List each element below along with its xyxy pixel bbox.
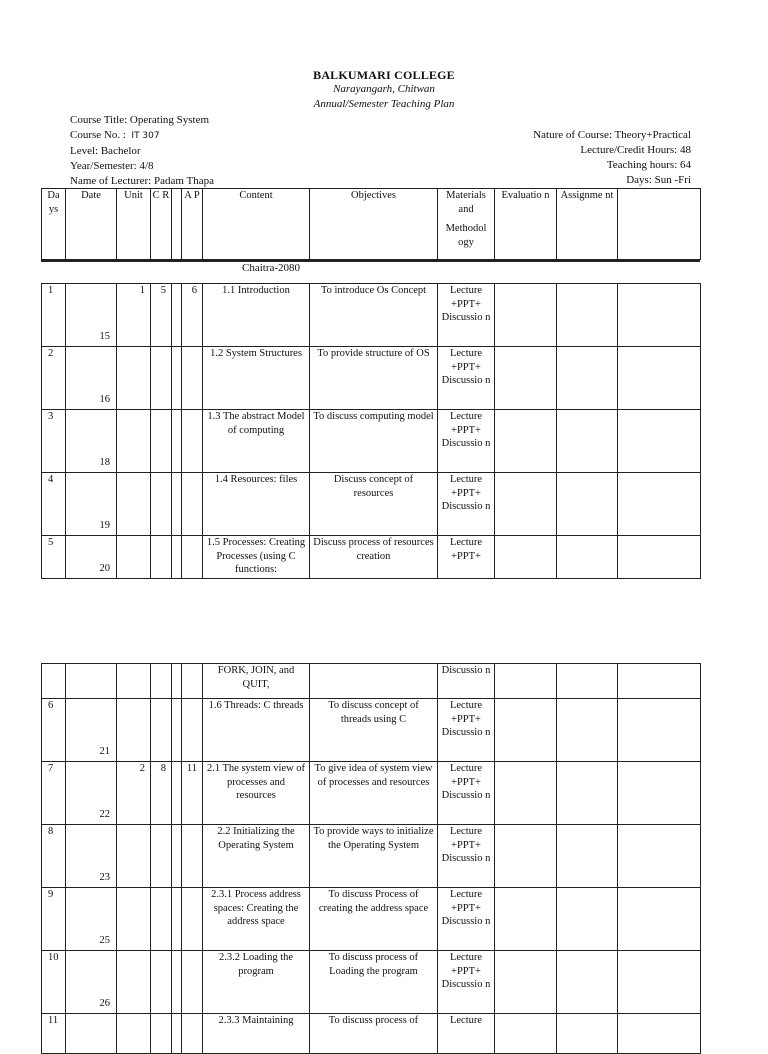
content-cell: FORK, JOIN, and QUIT, [203,664,310,699]
table-row [42,825,701,888]
course-title: Course Title: Operating System [70,114,210,126]
unit-cell [117,410,151,473]
ap-cell [182,951,203,1014]
date-value: 20 [99,562,110,574]
day-cell: 8 [42,825,66,888]
material-cell: Lecture [438,1014,495,1054]
date-cell [66,664,117,699]
objective-cell: To provide structure of OS [310,347,438,410]
objective-cell [310,664,438,699]
evaluation-cell [495,762,557,825]
col-materials: Materials and Methodol ogy [438,189,495,260]
col-ap: A P [182,189,203,260]
course-nature: Nature of Course: Theory+Practical [533,129,691,141]
assignment-cell [557,1014,618,1054]
date-cell [66,699,117,762]
evaluation-cell [495,410,557,473]
blank-cell [172,410,182,473]
col-extra [618,189,701,260]
extra-cell [618,347,701,410]
unit-cell [117,951,151,1014]
unit-cell [117,664,151,699]
content-cell: 2.3.1 Process address spaces: Creating the address space [203,888,310,951]
ap-cell: 6 [182,284,203,347]
evaluation-cell [495,951,557,1014]
ap-cell [182,347,203,410]
day-cell: 11 [42,1014,66,1054]
course-level: Level: Bachelor [70,145,141,157]
date-value: 16 [99,393,110,405]
ap-cell: 11 [182,762,203,825]
col-objectives: Objectives [310,189,438,260]
assignment-cell [557,825,618,888]
course-info [70,113,370,189]
unit-cell [117,825,151,888]
col-content: Content [203,189,310,260]
content-cell: 1.3 The abstract Model of computing [203,410,310,473]
cr-cell: 5 [151,284,172,347]
extra-cell [618,473,701,536]
unit-cell [117,536,151,579]
date-cell [66,410,117,473]
college-name: BALKUMARI COLLEGE [313,68,455,82]
cr-cell [151,664,172,699]
objective-cell: To discuss process of Loading the program [310,951,438,1014]
blank-cell [172,762,182,825]
table-row [42,347,701,410]
objective-cell: To discuss Process of creating the address space [310,888,438,951]
ap-cell [182,825,203,888]
day-cell: 4 [42,473,66,536]
extra-cell [618,762,701,825]
plan-table-page2 [41,663,701,1054]
evaluation-cell [495,699,557,762]
day-cell: 2 [42,347,66,410]
material-cell: Lecture +PPT+ Discussio n [438,951,495,1014]
material-cell: Lecture +PPT+ Discussio n [438,284,495,347]
objective-cell: To give idea of system view of processes and resources [310,762,438,825]
extra-cell [618,284,701,347]
table-row [42,410,701,473]
col-cr: C R [151,189,172,260]
blank-cell [172,825,182,888]
cr-cell [151,1014,172,1054]
content-cell: 2.2 Initializing the Operating System [203,825,310,888]
day-cell [42,664,66,699]
extra-cell [618,1014,701,1054]
assignment-cell [557,762,618,825]
unit-cell [117,1014,151,1054]
content-cell: 2.3.2 Loading the program [203,951,310,1014]
ap-cell [182,473,203,536]
ap-cell [182,1014,203,1054]
table-row [42,473,701,536]
cr-cell [151,888,172,951]
year-semester: Year/Semester: 4/8 [70,160,154,172]
unit-cell [117,473,151,536]
material-cell: Discussio n [438,664,495,699]
material-cell: Lecture +PPT+ Discussio n [438,347,495,410]
day-cell: 6 [42,699,66,762]
ap-cell [182,699,203,762]
date-cell [66,536,117,579]
col-assignment: Assignme nt [557,189,618,260]
date-value: 23 [99,871,110,883]
day-cell: 7 [42,762,66,825]
assignment-cell [557,536,618,579]
material-cell: Lecture +PPT+ Discussio n [438,410,495,473]
day-cell: 9 [42,888,66,951]
blank-cell [172,1014,182,1054]
extra-cell [618,410,701,473]
col-date: Date [66,189,117,260]
extra-cell [618,951,701,1014]
table-row [42,951,701,1014]
cr-cell [151,410,172,473]
blank-cell [172,347,182,410]
date-cell [66,888,117,951]
assignment-cell [557,888,618,951]
date-value: 15 [99,330,110,342]
content-cell: 1.2 System Structures [203,347,310,410]
content-cell: 1.1 Introduction [203,284,310,347]
cr-cell [151,473,172,536]
date-value: 19 [99,519,110,531]
blank-cell [172,473,182,536]
material-cell: Lecture +PPT+ Discussio n [438,825,495,888]
cr-cell [151,825,172,888]
assignment-cell [557,473,618,536]
date-cell [66,473,117,536]
content-cell: 1.5 Processes: Creating Processes (using C functions: [203,536,310,579]
lecturer-name: Name of Lecturer: Padam Thapa [70,175,214,187]
date-cell [66,1014,117,1054]
content-cell: 2.3.3 Maintaining [203,1014,310,1054]
blank-cell [172,888,182,951]
ap-cell [182,536,203,579]
material-cell: Lecture +PPT+ Discussio n [438,473,495,536]
unit-cell [117,888,151,951]
unit-cell: 2 [117,762,151,825]
assignment-cell [557,410,618,473]
date-cell [66,825,117,888]
teaching-hours: Teaching hours: 64 [606,159,691,171]
objective-cell: To discuss process of [310,1014,438,1054]
unit-cell [117,699,151,762]
course-number: Course No. : IT 307 [70,129,160,141]
blank-cell [172,536,182,579]
day-cell: 5 [42,536,66,579]
college-location: Narayangarh, Chitwan [333,83,435,95]
evaluation-cell [495,1014,557,1054]
date-value: 22 [99,808,110,820]
extra-cell [618,825,701,888]
cr-cell [151,699,172,762]
ap-cell [182,888,203,951]
date-cell [66,284,117,347]
objective-cell: Discuss process of resources creation [310,536,438,579]
content-cell: 1.6 Threads: C threads [203,699,310,762]
plan-table-page1 [41,283,701,579]
blank-cell [172,951,182,1014]
ap-cell [182,664,203,699]
material-cell: Lecture +PPT+ [438,536,495,579]
unit-cell: 1 [117,284,151,347]
blank-cell [172,284,182,347]
assignment-cell [557,284,618,347]
table-row [42,1014,701,1054]
evaluation-cell [495,473,557,536]
material-cell: Lecture +PPT+ Discussio n [438,888,495,951]
objective-cell: To discuss concept of threads using C [310,699,438,762]
evaluation-cell [495,825,557,888]
date-cell [66,951,117,1014]
course-number-value: IT 307 [131,131,160,141]
col-blank [172,189,182,260]
assignment-cell [557,347,618,410]
ap-cell [182,410,203,473]
cr-cell [151,347,172,410]
cr-cell: 8 [151,762,172,825]
cr-cell [151,536,172,579]
table-row [42,762,701,825]
teaching-days: Days: Sun -Fri [626,174,691,186]
table-row [42,536,701,579]
objective-cell: To discuss computing model [310,410,438,473]
date-value: 26 [99,997,110,1009]
table-row [42,664,701,699]
cr-cell [151,951,172,1014]
table-row [42,284,701,347]
evaluation-cell [495,888,557,951]
header-rule [41,260,700,262]
material-cell: Lecture +PPT+ Discussio n [438,699,495,762]
date-cell [66,347,117,410]
unit-cell [117,347,151,410]
blank-cell [172,699,182,762]
objective-cell: To provide ways to initialize the Operating System [310,825,438,888]
month-label: Chaitra-2080 [242,262,301,274]
evaluation-cell [495,664,557,699]
evaluation-cell [495,284,557,347]
objective-cell: Discuss concept of resources [310,473,438,536]
objective-cell: To introduce Os Concept [310,284,438,347]
assignment-cell [557,951,618,1014]
content-cell: 2.1 The system view of processes and resources [203,762,310,825]
course-details [431,128,691,188]
evaluation-cell [495,347,557,410]
credit-hours: Lecture/Credit Hours: 48 [580,144,691,156]
day-cell: 10 [42,951,66,1014]
assignment-cell [557,664,618,699]
extra-cell [618,888,701,951]
content-cell: 1.4 Resources: files [203,473,310,536]
col-unit: Unit [117,189,151,260]
day-cell: 3 [42,410,66,473]
day-cell: 1 [42,284,66,347]
col-days: Da ys [42,189,66,260]
date-value: 18 [99,456,110,468]
date-value: 25 [99,934,110,946]
date-cell [66,762,117,825]
evaluation-cell [495,536,557,579]
plan-table-header [41,188,701,260]
col-evaluation: Evaluatio n [495,189,557,260]
extra-cell [618,664,701,699]
plan-title: Annual/Semester Teaching Plan [313,98,455,110]
assignment-cell [557,699,618,762]
material-cell: Lecture +PPT+ Discussio n [438,762,495,825]
table-row [42,888,701,951]
blank-cell [172,664,182,699]
extra-cell [618,536,701,579]
extra-cell [618,699,701,762]
date-value: 21 [99,745,110,757]
table-row [42,699,701,762]
